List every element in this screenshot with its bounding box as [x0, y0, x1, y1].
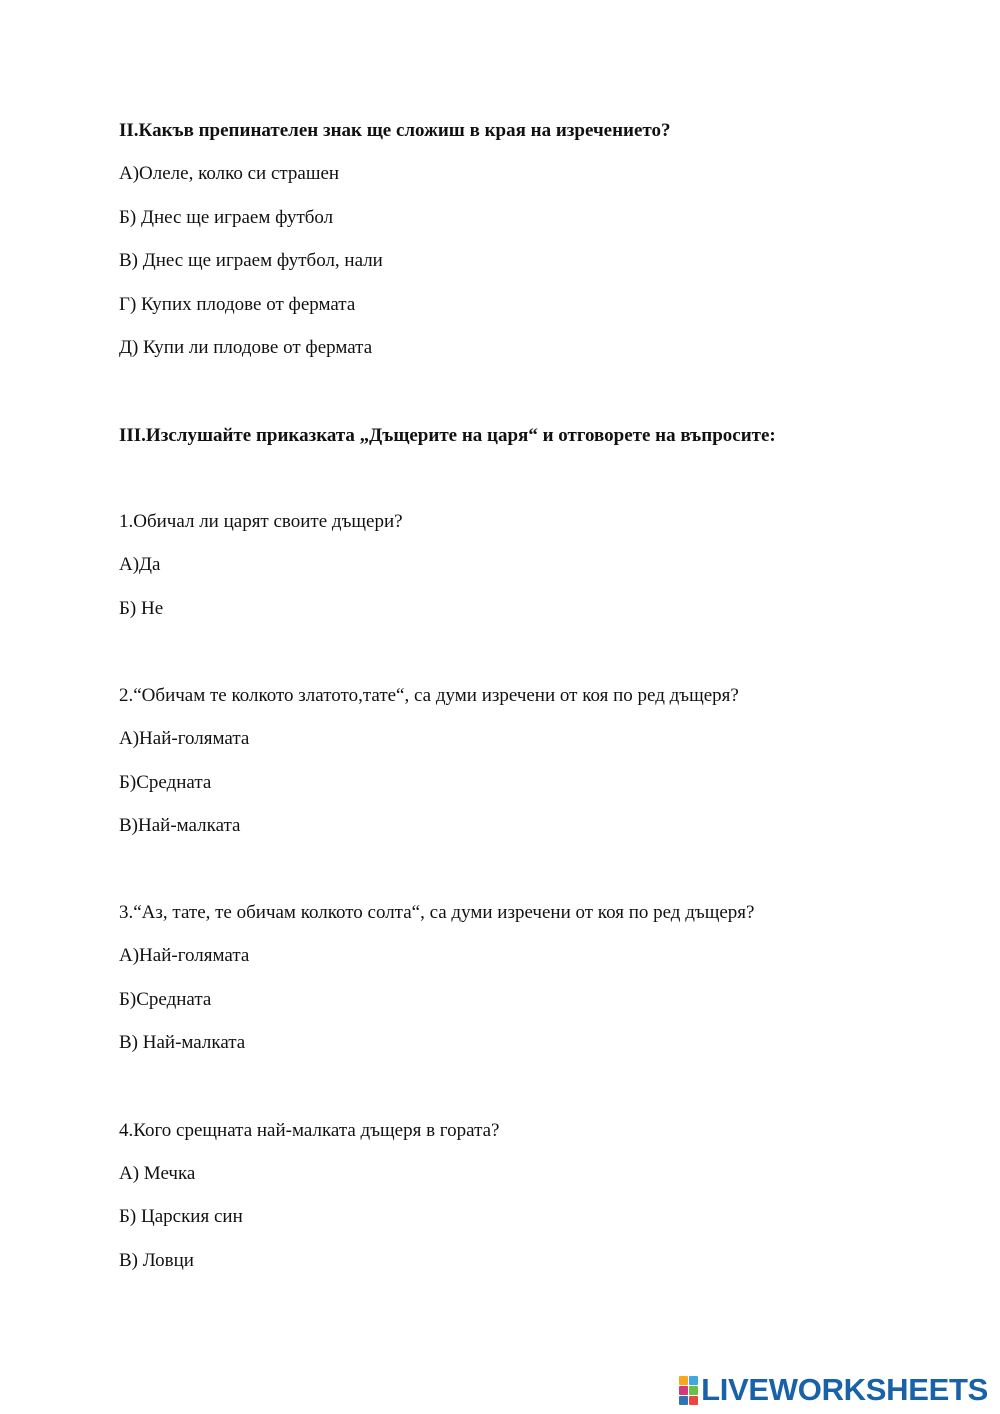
question-3-option-v: В) Най-малката	[119, 1032, 246, 1053]
question-2: 2.“Обичам те колкото златото,тате“, са думи изречени от коя по ред дъщеря?	[119, 685, 739, 706]
question-3-option-b: Б)Средната	[119, 989, 212, 1010]
logo-block	[689, 1376, 698, 1385]
option-a: А)Олеле, колко си страшен	[119, 163, 340, 184]
section-3-heading: III.Изслушайте приказката „Дъщерите на царя“ и отговорете на въпросите:	[119, 425, 776, 446]
question-4-option-b: Б) Царския син	[119, 1206, 243, 1227]
option-b: Б) Днес ще играем футбол	[119, 207, 334, 228]
question-3: 3.“Аз, тате, те обичам колкото солта“, са думи изречени от коя по ред дъщеря?	[119, 902, 755, 923]
logo-text: LIVEWORKSHEETS	[701, 1372, 988, 1407]
section-2-heading: II.Какъв препинателен знак ще сложиш в края на изречението?	[119, 120, 671, 141]
logo-block	[679, 1396, 688, 1405]
question-4-option-a: А) Мечка	[119, 1163, 196, 1184]
question-1: 1.Обичал ли царят своите дъщери?	[119, 511, 403, 532]
logo-block	[679, 1376, 688, 1385]
question-4-option-v: В) Ловци	[119, 1250, 194, 1271]
question-4: 4.Кого срещната най-малката дъщеря в гората?	[119, 1120, 500, 1141]
option-g: Г) Купих плодове от фермата	[119, 294, 356, 315]
logo-blocks-icon	[679, 1376, 698, 1405]
question-1-option-b: Б) Не	[119, 598, 164, 619]
logo-block	[679, 1386, 688, 1395]
question-2-option-v: В)Най-малката	[119, 815, 241, 836]
option-d: Д) Купи ли плодове от фермата	[119, 337, 373, 358]
liveworksheets-logo	[679, 1373, 988, 1407]
question-1-option-a: А)Да	[119, 554, 161, 575]
logo-block	[689, 1386, 698, 1395]
logo-block	[689, 1396, 698, 1405]
question-2-option-b: Б)Средната	[119, 772, 212, 793]
question-2-option-a: А)Най-голямата	[119, 728, 250, 749]
option-v: В) Днес ще играем футбол, нали	[119, 250, 383, 271]
question-3-option-a: А)Най-голямата	[119, 945, 250, 966]
